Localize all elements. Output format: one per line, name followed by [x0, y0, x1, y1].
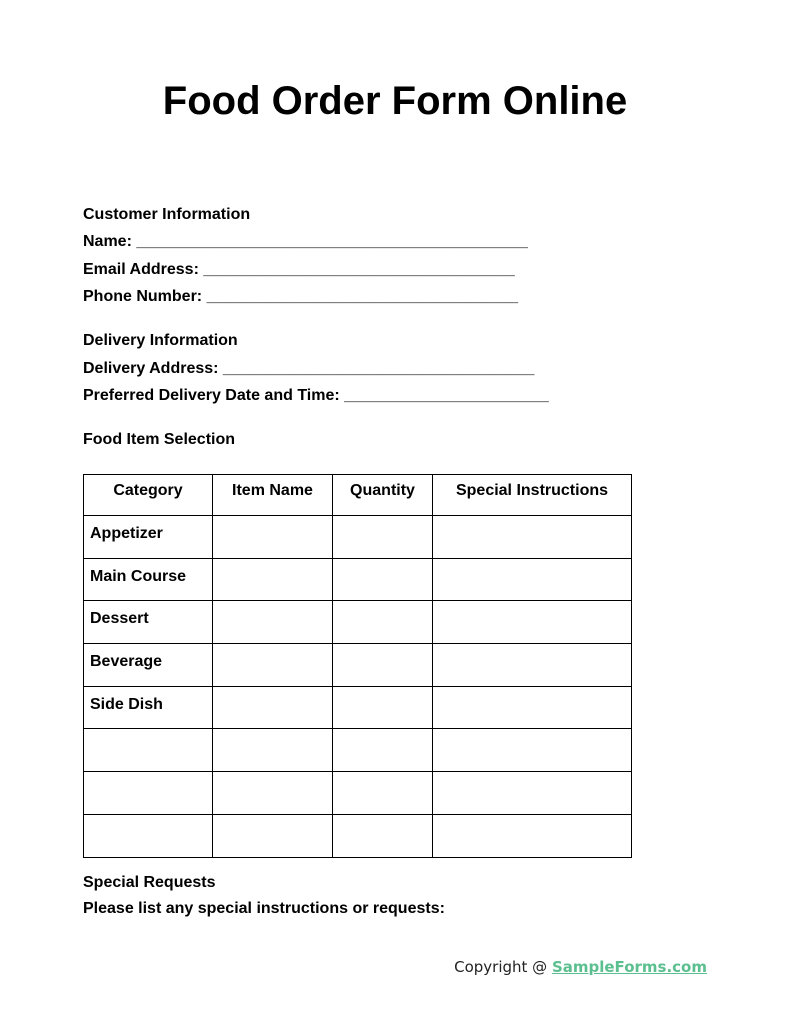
brand-link[interactable]: SampleForms.com — [551, 958, 707, 976]
quantity-cell[interactable] — [333, 729, 433, 772]
quantity-cell[interactable] — [333, 644, 433, 687]
category-cell: Side Dish — [84, 686, 213, 729]
instructions-cell[interactable] — [433, 644, 632, 687]
table-row — [84, 516, 632, 559]
delivery-datetime-field: Preferred Delivery Date and Time: _______________________ — [83, 387, 549, 404]
special-requests-prompt: Please list any special instructions or requests: — [83, 900, 445, 917]
category-cell: Main Course — [84, 558, 213, 601]
phone-field: Phone Number: ___________________________________ — [83, 288, 519, 305]
name-field: Name: ____________________________________________ — [83, 233, 528, 250]
column-header: Item Name — [213, 475, 333, 516]
item-name-cell[interactable] — [213, 644, 333, 687]
customer-heading: Customer Information — [83, 206, 251, 223]
item-name-cell[interactable] — [213, 516, 333, 559]
instructions-cell[interactable] — [433, 686, 632, 729]
instructions-cell[interactable] — [433, 516, 632, 559]
quantity-cell[interactable] — [333, 558, 433, 601]
table-row — [84, 601, 632, 644]
delivery-address-field: Delivery Address: ___________________________________ — [83, 360, 535, 377]
category-cell[interactable] — [84, 729, 213, 772]
instructions-cell[interactable] — [433, 814, 632, 857]
category-cell[interactable] — [84, 772, 213, 815]
category-cell: Dessert — [84, 601, 213, 644]
table-row — [84, 686, 632, 729]
delivery-heading: Delivery Information — [83, 332, 238, 349]
food-heading: Food Item Selection — [83, 431, 236, 448]
page-title: Food Order Form Online — [162, 79, 628, 123]
table-row — [84, 558, 632, 601]
item-name-cell[interactable] — [213, 729, 333, 772]
instructions-cell[interactable] — [433, 601, 632, 644]
quantity-cell[interactable] — [333, 772, 433, 815]
email-field: Email Address: ___________________________________ — [83, 261, 515, 278]
column-header: Quantity — [333, 475, 433, 516]
special-requests-heading: Special Requests — [83, 874, 216, 891]
instructions-cell[interactable] — [433, 558, 632, 601]
quantity-cell[interactable] — [333, 686, 433, 729]
category-cell[interactable] — [84, 814, 213, 857]
table-header-row — [84, 475, 632, 516]
item-name-cell[interactable] — [213, 772, 333, 815]
food-table — [83, 474, 632, 858]
column-header: Special Instructions — [433, 475, 632, 516]
instructions-cell[interactable] — [433, 772, 632, 815]
item-name-cell[interactable] — [213, 814, 333, 857]
item-name-cell[interactable] — [213, 558, 333, 601]
table-row — [84, 772, 632, 815]
table-row — [84, 644, 632, 687]
copyright-text: Copyright @ — [454, 958, 552, 976]
item-name-cell[interactable] — [213, 601, 333, 644]
table-row — [84, 729, 632, 772]
quantity-cell[interactable] — [333, 601, 433, 644]
instructions-cell[interactable] — [433, 729, 632, 772]
table-row — [84, 814, 632, 857]
footer-copyright — [454, 958, 707, 976]
column-header: Category — [84, 475, 213, 516]
category-cell: Beverage — [84, 644, 213, 687]
category-cell: Appetizer — [84, 516, 213, 559]
quantity-cell[interactable] — [333, 516, 433, 559]
quantity-cell[interactable] — [333, 814, 433, 857]
item-name-cell[interactable] — [213, 686, 333, 729]
